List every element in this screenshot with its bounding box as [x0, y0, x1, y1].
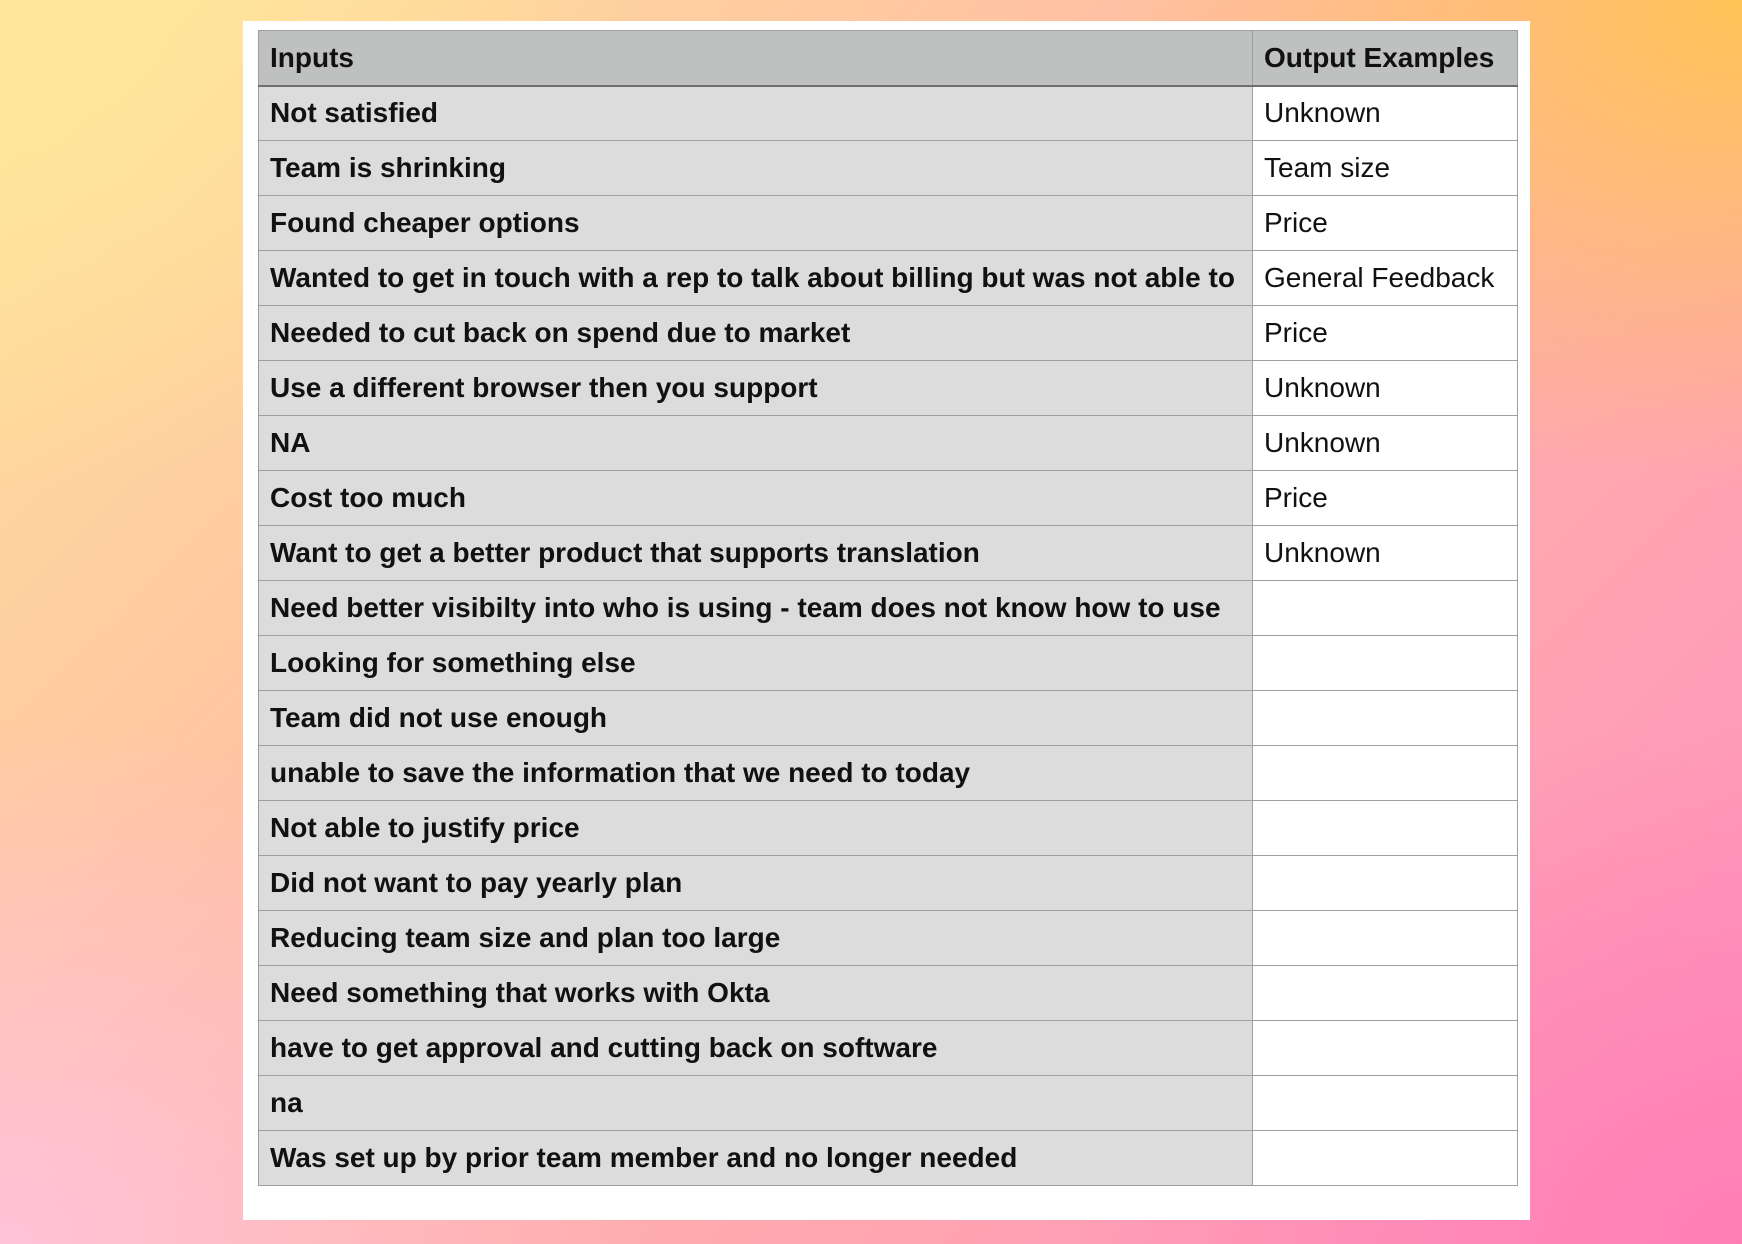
table-row	[259, 966, 1518, 1021]
output-cell	[1253, 1076, 1518, 1131]
input-cell: Did not want to pay yearly plan	[259, 856, 1253, 911]
table-header-row	[259, 31, 1518, 86]
output-cell: Price	[1253, 196, 1518, 251]
input-cell: Team did not use enough	[259, 691, 1253, 746]
inputs-column-header: Inputs	[259, 31, 1253, 86]
table-row	[259, 911, 1518, 966]
output-cell	[1253, 1131, 1518, 1186]
input-cell: Use a different browser then you support	[259, 361, 1253, 416]
input-cell: Need something that works with Okta	[259, 966, 1253, 1021]
output-cell: Price	[1253, 471, 1518, 526]
table-row	[259, 361, 1518, 416]
output-cell	[1253, 911, 1518, 966]
input-cell: Wanted to get in touch with a rep to talk about billing but was not able to	[259, 251, 1253, 306]
output-cell	[1253, 691, 1518, 746]
table-row	[259, 856, 1518, 911]
table-row	[259, 636, 1518, 691]
input-cell: have to get approval and cutting back on software	[259, 1021, 1253, 1076]
output-cell	[1253, 746, 1518, 801]
table-row	[259, 526, 1518, 581]
output-cell: Unknown	[1253, 416, 1518, 471]
output-examples-column-header: Output Examples	[1253, 31, 1518, 86]
table-row	[259, 1021, 1518, 1076]
input-cell: na	[259, 1076, 1253, 1131]
input-cell: Want to get a better product that supports translation	[259, 526, 1253, 581]
output-cell	[1253, 581, 1518, 636]
output-cell	[1253, 636, 1518, 691]
table-row	[259, 581, 1518, 636]
input-cell: Cost too much	[259, 471, 1253, 526]
table-row	[259, 471, 1518, 526]
input-cell: Reducing team size and plan too large	[259, 911, 1253, 966]
table-row	[259, 1076, 1518, 1131]
table-row	[259, 1131, 1518, 1186]
table-row	[259, 141, 1518, 196]
input-cell: Found cheaper options	[259, 196, 1253, 251]
table-row	[259, 416, 1518, 471]
table-row	[259, 306, 1518, 361]
output-cell: General Feedback	[1253, 251, 1518, 306]
input-cell: Need better visibilty into who is using - team does not know how to use	[259, 581, 1253, 636]
table-body	[259, 86, 1518, 1186]
data-table	[258, 30, 1518, 1186]
table-row	[259, 801, 1518, 856]
table-row	[259, 746, 1518, 801]
output-cell: Unknown	[1253, 526, 1518, 581]
output-cell	[1253, 801, 1518, 856]
input-cell: Was set up by prior team member and no longer needed	[259, 1131, 1253, 1186]
output-cell: Unknown	[1253, 86, 1518, 141]
input-cell: Looking for something else	[259, 636, 1253, 691]
output-cell	[1253, 856, 1518, 911]
output-cell: Unknown	[1253, 361, 1518, 416]
output-cell: Price	[1253, 306, 1518, 361]
output-cell: Team size	[1253, 141, 1518, 196]
output-cell	[1253, 966, 1518, 1021]
table-row	[259, 86, 1518, 141]
output-cell	[1253, 1021, 1518, 1076]
input-cell: unable to save the information that we need to today	[259, 746, 1253, 801]
table-card	[243, 21, 1530, 1220]
input-cell: Not able to justify price	[259, 801, 1253, 856]
input-cell: Needed to cut back on spend due to market	[259, 306, 1253, 361]
table-row	[259, 691, 1518, 746]
input-cell: Not satisfied	[259, 86, 1253, 141]
input-cell: Team is shrinking	[259, 141, 1253, 196]
table-row	[259, 251, 1518, 306]
table-row	[259, 196, 1518, 251]
input-cell: NA	[259, 416, 1253, 471]
